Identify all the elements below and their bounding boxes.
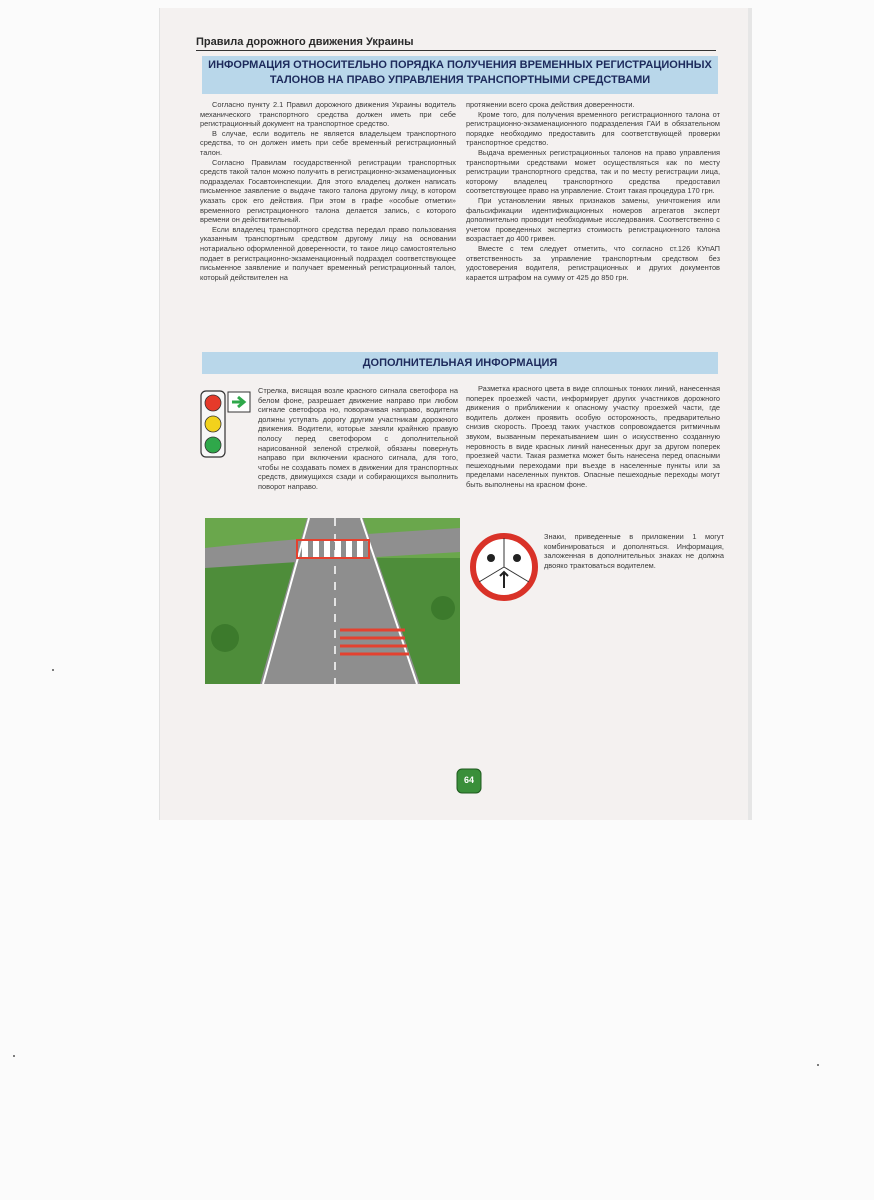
paragraph: При установлении явных признаков замены, уничтожения или фальсификации идентификационных номеров агрегатов эксперт дополнительно проводит необходимые исследования. Соответственно с учетом проведенных экспертиз стоимость регистрационного талона возрастает до 400 гривен. xyxy=(466,195,720,244)
combined-sign-icon xyxy=(470,532,538,602)
page-number: 64 xyxy=(463,775,474,785)
paragraph: Согласно пункту 2.1 Правил дорожного движения Украины водитель механического транспортного средства должен иметь при себе регистрационный документ на транспортное средство. xyxy=(200,100,456,129)
section1-left-column xyxy=(200,100,456,282)
section1-title-line2: ТАЛОНОВ НА ПРАВО УПРАВЛЕНИЯ ТРАНСПОРТНЫМИ СРЕДСТВАМИ xyxy=(269,74,651,86)
section2-left-text xyxy=(200,386,458,492)
paragraph: Кроме того, для получения временного регистрационного талона от регистрационно-экзаменационного подразделения ГАИ в обязательном порядке необходимо предоставить для соответствующей проверки транспортное средство. xyxy=(466,109,720,148)
paragraph-continuation: протяжении всего срока действия доверенности. xyxy=(466,100,635,109)
paragraph: Стрелка, висящая возле красного сигнала светофора на белом фоне, разрешает движение направо при любом сигнале светофора но, поворачивая направо, водители должны уступать дорогу другим участникам дорожного движения. Водители, которые заняли крайнюю правую полосу перед светофором с дополнительной нарисованной зеленой стрелкой, обязаны повернуть направо при включении красного сигнала, для того, чтобы не создавать помех в движении для транспортных средств, движущихся сзади и собирающихся выполнить поворот направо. xyxy=(258,386,458,491)
dust-speck xyxy=(13,1055,15,1057)
road-marking-illustration xyxy=(205,518,460,684)
section1-title-line1: ИНФОРМАЦИЯ ОТНОСИТЕЛЬНО ПОРЯДКА ПОЛУЧЕНИЯ ВРЕМЕННЫХ РЕГИСТРАЦИОННЫХ xyxy=(208,59,712,71)
page-number-badge xyxy=(456,768,482,794)
section1-title xyxy=(202,56,718,94)
paragraph: В случае, если водитель не является владельцем транспортного средства, то он должен иметь при себе временный регистрационный талон. xyxy=(200,128,456,157)
paragraph: Если владелец транспортного средства передал право пользования указанным транспортным средством другому лицу на основании нотариально оформленной доверенности, то такое лицо самостоятельно подает в регистрационно-экзаменационный подраздел соответствующее письменное заявление и получает временный регистрационный талон, который действителен на xyxy=(200,224,456,282)
section2-right-text xyxy=(466,384,720,490)
paragraph: Разметка красного цвета в виде сплошных тонких линий, нанесенная поперек проезжей части, информирует других участников дорожного движения о приближении к опасному участку проезжей части, где водитель должен проявить особую осторожность, предварительно снизив скорость. Проезд таких участков сопровождается ритмичным звуком, вызванным перекатыванием шин о искусственно созданную неровность в виде красных линий нанесенных друг за другом поперек проезжей части. Такая разметка может быть нанесена перед опасными пешеходными переходами при въезде в населенные пункты или за пределами населенных пунктов. Опасные пешеходные переходы могут быть выполнены на красном фоне. xyxy=(466,384,720,489)
dust-speck xyxy=(817,1064,819,1066)
paragraph: Знаки, приведенные в приложении 1 могут комбинироваться и дополняться. Информация, заложенная в дополнительных знаках не должна двояко трактоваться водителем. xyxy=(544,532,724,570)
sign-caption xyxy=(544,532,724,570)
running-head: Правила дорожного движения Украины xyxy=(196,36,716,51)
paragraph: Выдача временных регистрационных талонов на право управления транспортными средствами может осуществляться как по месту регистрации транспортного средства, так и по месту регистрации лица, которому владелец транспортного средства предоставил соответствующее право на управление. Стоит такая процедура 170 грн. xyxy=(466,147,720,196)
section1-right-column xyxy=(466,100,720,282)
section2-title: ДОПОЛНИТЕЛЬНАЯ ИНФОРМАЦИЯ xyxy=(202,352,718,374)
paragraph: Согласно Правилам государственной регистрации транспортных средств такой талон можно получить в регистрационно-экзаменационных подразделах Госавтоинспекции. Для этого владелец должен написать письменное заявление о выдаче такого талона другому лицу, в котором указать срок его действия. При этом в графе «особые отметки» временного регистрационного талона делается запись, с которого времени он действительный. xyxy=(200,157,456,225)
page-edge xyxy=(748,8,752,820)
paragraph: Вместе с тем следует отметить, что согласно ст.126 КУпАП ответственность за управление транспортным средством без удостоверения водителя, регистрационных и других документов карается штрафом на сумму от 425 до 850 грн. xyxy=(466,243,720,282)
dust-speck xyxy=(52,669,54,671)
